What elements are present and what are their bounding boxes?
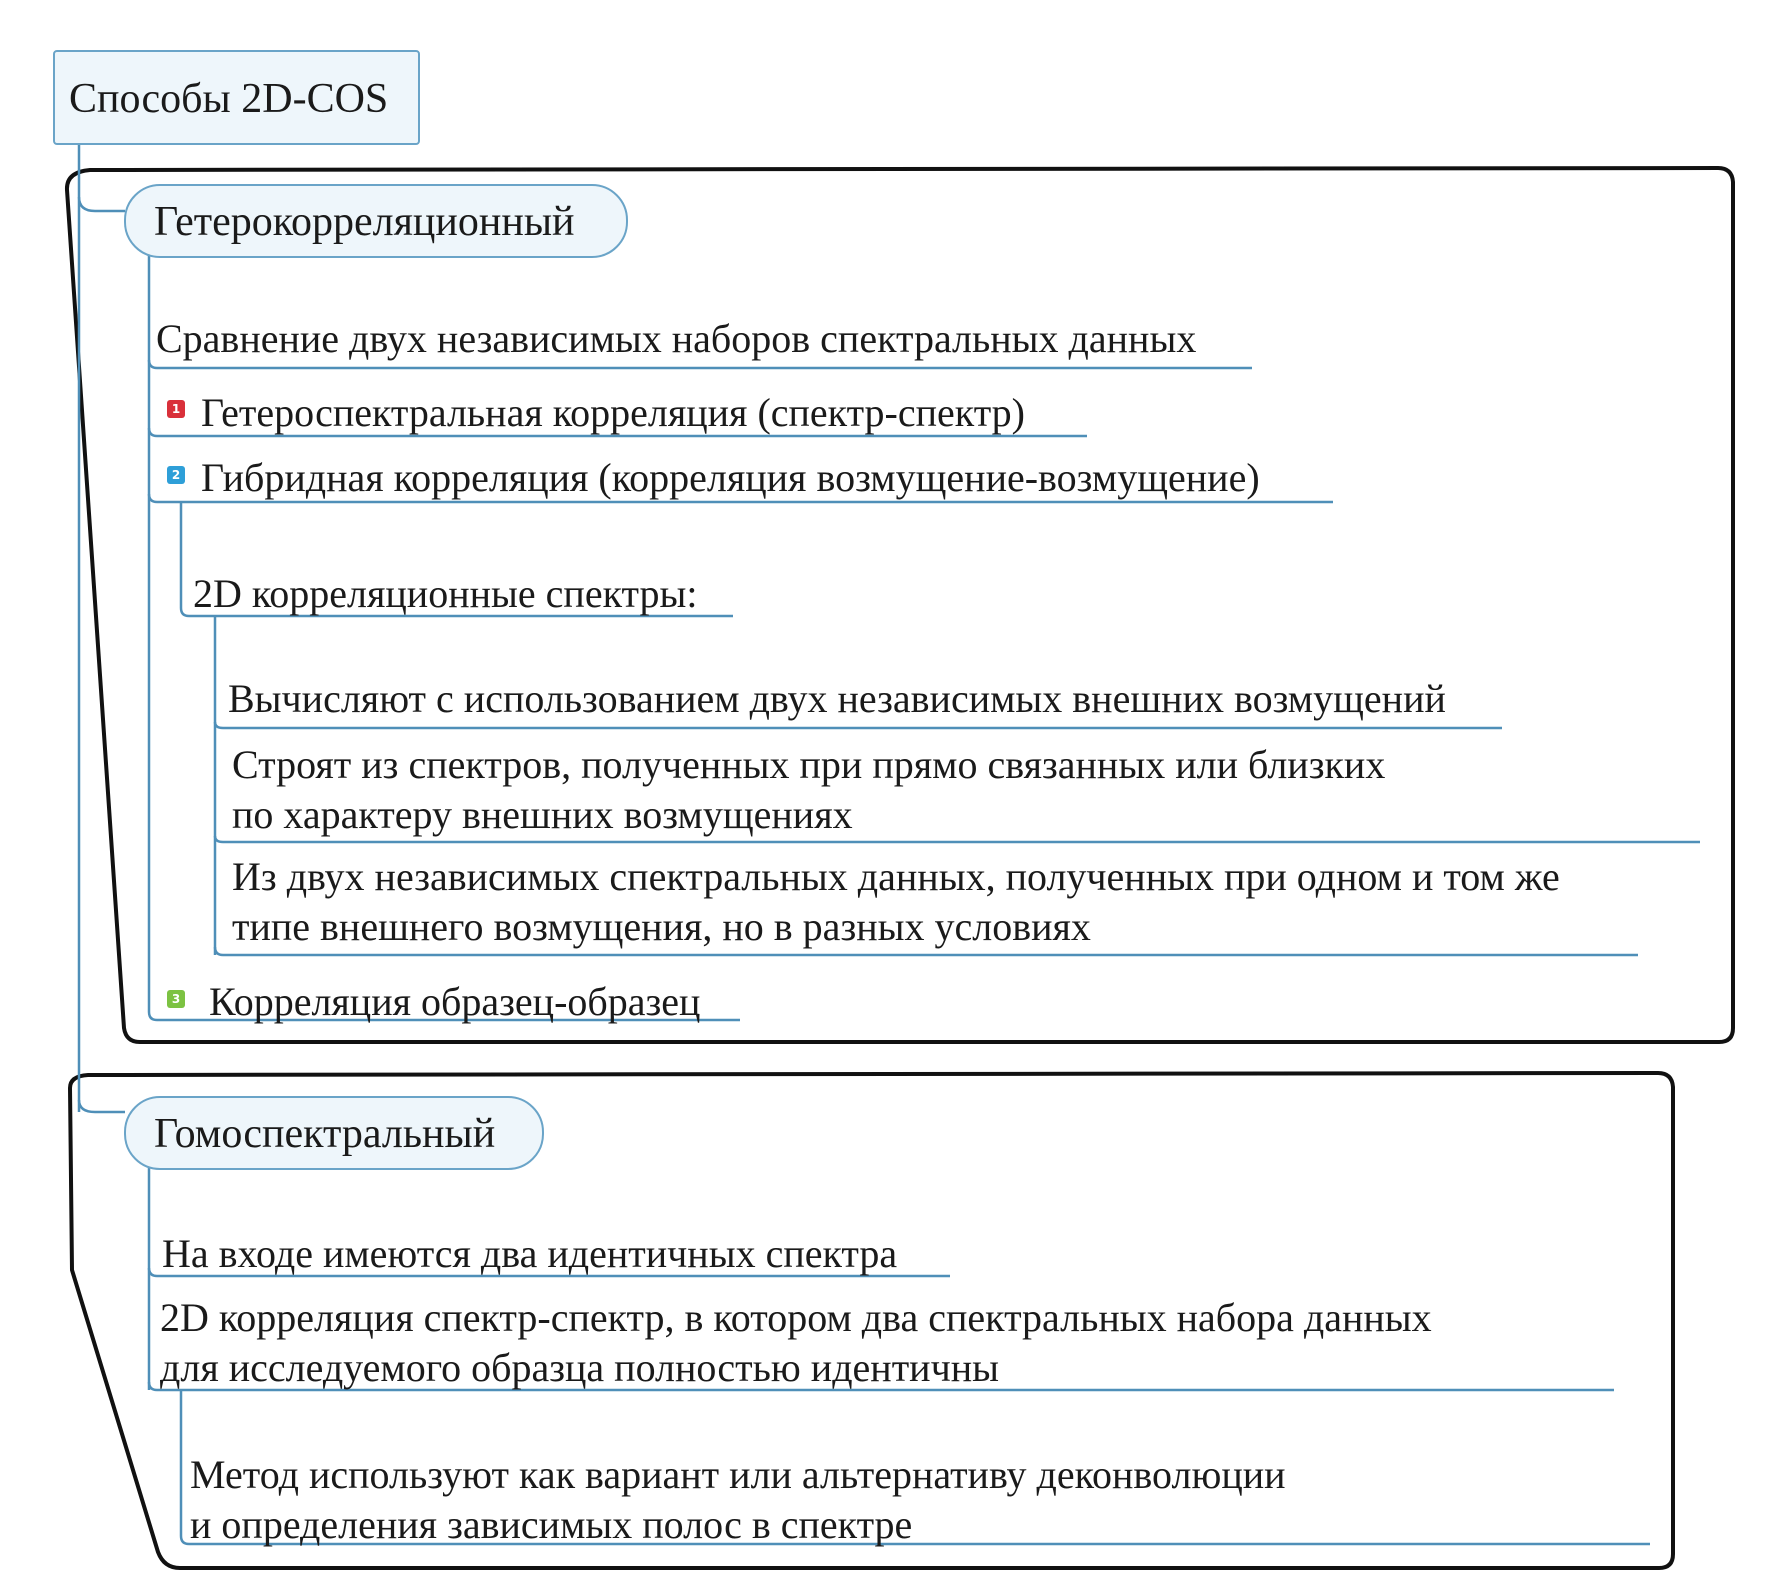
hetero-node-label: Гетерокорреляционный: [154, 199, 575, 245]
connector-hetero: [79, 197, 125, 211]
root-node-label: Способы 2D-COS: [69, 76, 389, 122]
homo-method-line-1: Метод используют как вариант или альтернативу деконволюции: [190, 1452, 1286, 1497]
connector-homo: [79, 1100, 125, 1112]
priority-1-icon: 1: [167, 400, 185, 418]
spectra-point-3-line-1: Из двух независимых спектральных данных, полученных при одном и том же: [232, 854, 1560, 899]
spectra-point-1: Вычисляют с использованием двух независимых внешних возмущений: [228, 676, 1446, 721]
spectra-point-3-line-2: типе внешнего возмущения, но в разных условиях: [232, 904, 1091, 949]
priority-2-icon: 2: [167, 466, 185, 484]
spectra-point-2-line-2: по характеру внешних возмущениях: [232, 792, 853, 837]
spectra-point-2-line-1: Строят из спектров, полученных при прямо связанных или близких: [232, 742, 1386, 787]
hetero-node[interactable]: [124, 184, 628, 258]
homo-point-1: На входе имеются два идентичных спектра: [162, 1231, 898, 1276]
spectra-heading: 2D корреляционные спектры:: [193, 571, 698, 616]
homo-point-2-line-2: для исследуемого образца полностью идентичны: [160, 1345, 999, 1390]
hetero-item-3: Корреляция образец-образец: [209, 979, 701, 1024]
root-node[interactable]: [53, 50, 420, 145]
hetero-item-1: Гетероспектральная корреляция (спектр-спектр): [201, 390, 1025, 435]
homo-point-2-line-1: 2D корреляция спектр-спектр, в котором два спектральных набора данных: [160, 1295, 1432, 1340]
hetero-item-2: Гибридная корреляция (корреляция возмущение-возмущение): [201, 455, 1260, 500]
homo-node[interactable]: [124, 1096, 544, 1170]
priority-3-icon: 3: [167, 990, 185, 1008]
homo-method-line-2: и определения зависимых полос в спектре: [190, 1502, 913, 1547]
hetero-description: Сравнение двух независимых наборов спектральных данных: [156, 316, 1197, 361]
homo-node-label: Гомоспектральный: [154, 1111, 496, 1157]
